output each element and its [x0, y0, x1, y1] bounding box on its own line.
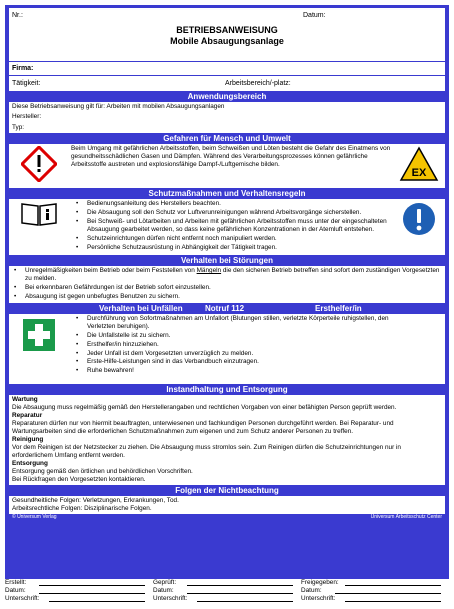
wartung-text: Die Absaugung muss regelmäßig gemäß den Herstellerangaben und rechtlichen Vorgaben von einer befähigten Person geprüft werden.: [12, 403, 397, 411]
sig-line: [301, 579, 441, 587]
section-title-instandhaltung: Instandhaltung und Entsorgung: [9, 384, 445, 395]
unfaelle-section: [9, 314, 445, 384]
list-item: • Durchführung von Sofortmaßnahmen am Unfallort (Blutungen stillen, verletzte Körperteile ruhigstellen, den Verletzten beruhigen).: [71, 315, 391, 331]
list-item: • Die Unfallstelle ist zu sichern.: [71, 332, 391, 340]
mandatory-sign-icon: [393, 199, 445, 237]
title-line2: Mobile Absaugungsanlage: [170, 36, 284, 46]
first-aid-icon: [9, 314, 69, 352]
unterschrift-field[interactable]: [49, 601, 145, 602]
unterschrift-field[interactable]: [345, 601, 441, 602]
list-item: • Absaugung ist gegen unbefugtes Benutzen zu sichern.: [11, 293, 443, 301]
stoerungen-section: [9, 266, 445, 303]
datum-label: Datum:: [303, 12, 326, 19]
notruf-label: Notruf 112: [205, 303, 245, 313]
unfaelle-list: [71, 315, 391, 376]
footer-copyright: © Universum Verlag: [12, 513, 57, 520]
unterschrift-label: Unterschrift:: [301, 595, 336, 602]
taetigkeit-row: [9, 75, 445, 91]
unterschrift-label: Unterschrift:: [5, 595, 40, 602]
stoerung-text-pre: Unregelmäßigkeiten beim Betrieb oder beim Feststellen von: [25, 267, 197, 274]
folgen-line-1: Gesundheitliche Folgen: Verletzungen, Erkrankungen, Tod.: [12, 496, 179, 504]
sig-line: [301, 587, 441, 595]
datum-label: Datum:: [153, 587, 174, 594]
section-title-stoerungen: Verhalten bei Störungen: [9, 255, 445, 266]
datum-label: Datum:: [5, 587, 26, 594]
ghs-health-hazard-icon: [9, 144, 69, 182]
list-item: • Ersthelfer/in hinzuziehen.: [71, 341, 391, 349]
signature-freigegeben: [301, 579, 441, 603]
erstellt-field[interactable]: [39, 585, 145, 586]
title-line1: BETRIEBSANWEISUNG: [176, 25, 278, 35]
gefahren-section: [9, 144, 445, 188]
hersteller-label: Hersteller:: [12, 113, 42, 120]
sig-line: [5, 595, 145, 603]
unterschrift-field[interactable]: [197, 601, 293, 602]
reinigung-heading: Reinigung: [12, 435, 44, 443]
stoerungen-list: [11, 267, 443, 301]
sig-line: [301, 595, 441, 603]
sig-line: [153, 579, 293, 587]
freigegeben-label: Freigegeben:: [301, 579, 339, 586]
footer-bar: [9, 514, 445, 521]
list-item: • Ruhe bewahren!: [71, 367, 391, 375]
ersthelfer-label: Ersthelfer/in: [315, 303, 362, 313]
document-frame: [5, 5, 449, 579]
erstellt-label: Erstellt:: [5, 579, 27, 586]
unfaelle-title: Verhalten bei Unfällen: [99, 303, 183, 313]
sig-line: [153, 595, 293, 603]
unfaelle-right-spacer: [393, 314, 445, 316]
entsorgung-text-2: Bei Rückfragen den Vorgesetzten kontaktieren.: [12, 475, 146, 483]
document-title: [9, 25, 445, 47]
manual-book-icon: [9, 199, 69, 227]
wartung-heading: Wartung: [12, 395, 38, 403]
list-item: • Die Absaugung soll den Schutz vor Luftverunreinigungen während Arbeitsvorgänge sicherstellen.: [71, 209, 391, 217]
list-item: [11, 267, 443, 283]
list-item: • Schutzeinrichtungen dürfen nicht entfernt noch manipuliert werden.: [71, 235, 391, 243]
signature-erstellt: [5, 579, 145, 603]
list-item: • Bedienungsanleitung des Herstellers beachten.: [71, 200, 391, 208]
freigegeben-field[interactable]: [345, 585, 441, 586]
section-title-anwendungsbereich: Anwendungsbereich: [9, 91, 445, 102]
datum-field[interactable]: [335, 593, 441, 594]
sig-line: [153, 587, 293, 595]
section-title-unfaelle: [9, 303, 445, 314]
unterschrift-label: Unterschrift:: [153, 595, 188, 602]
datum-field[interactable]: [39, 593, 145, 594]
section-title-folgen: Folgen der Nichtbeachtung: [9, 485, 445, 496]
signature-geprueft: [153, 579, 293, 603]
ex-warning-icon: [393, 144, 445, 182]
anwendung-line: Diese Betriebsanweisung gilt für: Arbeiten mit mobilen Absaugungsanlagen: [12, 103, 225, 110]
reinigung-text: Vor dem Reinigen ist der Netzstecker zu ziehen. Die Absaugung muss stromlos sein. Zum Reinigen dürfen die Schutzeinrichtungen nur in erforderlichem Umfang entfernt werden.: [12, 443, 401, 459]
geprueft-label: Geprüft:: [153, 579, 177, 586]
sig-line: [5, 579, 145, 587]
section-title-schutz: Schutzmaßnahmen und Verhaltensregeln: [9, 188, 445, 199]
list-item: • Bei erkennbaren Gefährdungen ist der Betrieb sofort einzustellen.: [11, 284, 443, 292]
maengeln-link[interactable]: Mängeln: [196, 267, 222, 274]
entsorgung-text-1: Entsorgung gemäß den örtlichen und behördlichen Vorschriften.: [12, 467, 193, 475]
reparatur-text: Reparaturen dürfen nur von hiermit beauftragten, unterwiesenen und fachkundigen Personen durchgeführt werden. Bei Reparatur- und Wartungsarbeiten sind die erforderlichen Schutzmaßnahmen zum eigenen und zum Schutz anderer Personen zu treffen.: [12, 419, 394, 435]
gefahren-text: Beim Umgang mit gefährlichen Arbeitsstoffen, beim Schweißen und Löten besteht die Gefahr des Einatmens von gesundheitsschädlichen Gasen und Dämpfen. Während des Verarbeitungsprozesses können gefährliche Arbeitsstoffe austreten und explosionsfähige Dampf-/Luftgemische bilden.: [71, 145, 391, 168]
geprueft-field[interactable]: [187, 585, 293, 586]
schutz-section: [9, 199, 445, 255]
ex-label: EX: [411, 167, 427, 179]
unfaelle-list-wrap: [69, 314, 393, 378]
stoerung-text-post: die den sicheren Betrieb betreffen sind sofort dem zuständigen Vorgesetzten zu melden.: [25, 267, 440, 282]
nr-label: Nr.:: [12, 12, 23, 19]
header: [9, 8, 445, 61]
footer-publisher: Universum Arbeitsschutz Center: [370, 513, 442, 520]
instandhaltung-section: [9, 395, 445, 485]
document-body: [9, 8, 445, 514]
arbeitsbereich-label: Arbeitsbereich/-platz:: [225, 80, 291, 87]
entsorgung-heading: Entsorgung: [12, 459, 48, 467]
reparatur-heading: Reparatur: [12, 411, 43, 419]
taetigkeit-label: Tätigkeit:: [12, 80, 41, 87]
schutz-list: [71, 200, 391, 252]
folgen-line-2: Arbeitsrechtliche Folgen: Disziplinarische Folgen.: [12, 504, 152, 512]
list-item: • Erste-Hilfe-Leistungen sind in das Verbandbuch einzutragen.: [71, 358, 391, 366]
list-item: • Bei Schweiß- und Lötarbeiten und Arbeiten mit gefährlichen Arbeitsstoffen muss unter der eingeschalteten Absaugung gearbeitet werden, so dass keine gefährlichen Konzentrationen in der Atemluft entstehen.: [71, 218, 391, 234]
sig-line: [5, 587, 145, 595]
list-item: • Persönliche Schutzausrüstung in Abhängigkeit der Tätigkeit tragen.: [71, 244, 391, 252]
section-title-gefahren: Gefahren für Mensch und Umwelt: [9, 133, 445, 144]
datum-field[interactable]: [187, 593, 293, 594]
typ-label: Typ:: [12, 124, 25, 131]
firma-label: Firma:: [9, 61, 445, 75]
datum-label: Datum:: [301, 587, 322, 594]
list-item: • Jeder Unfall ist dem Vorgesetzten unverzüglich zu melden.: [71, 350, 391, 358]
schutz-list-wrap: [69, 199, 393, 254]
